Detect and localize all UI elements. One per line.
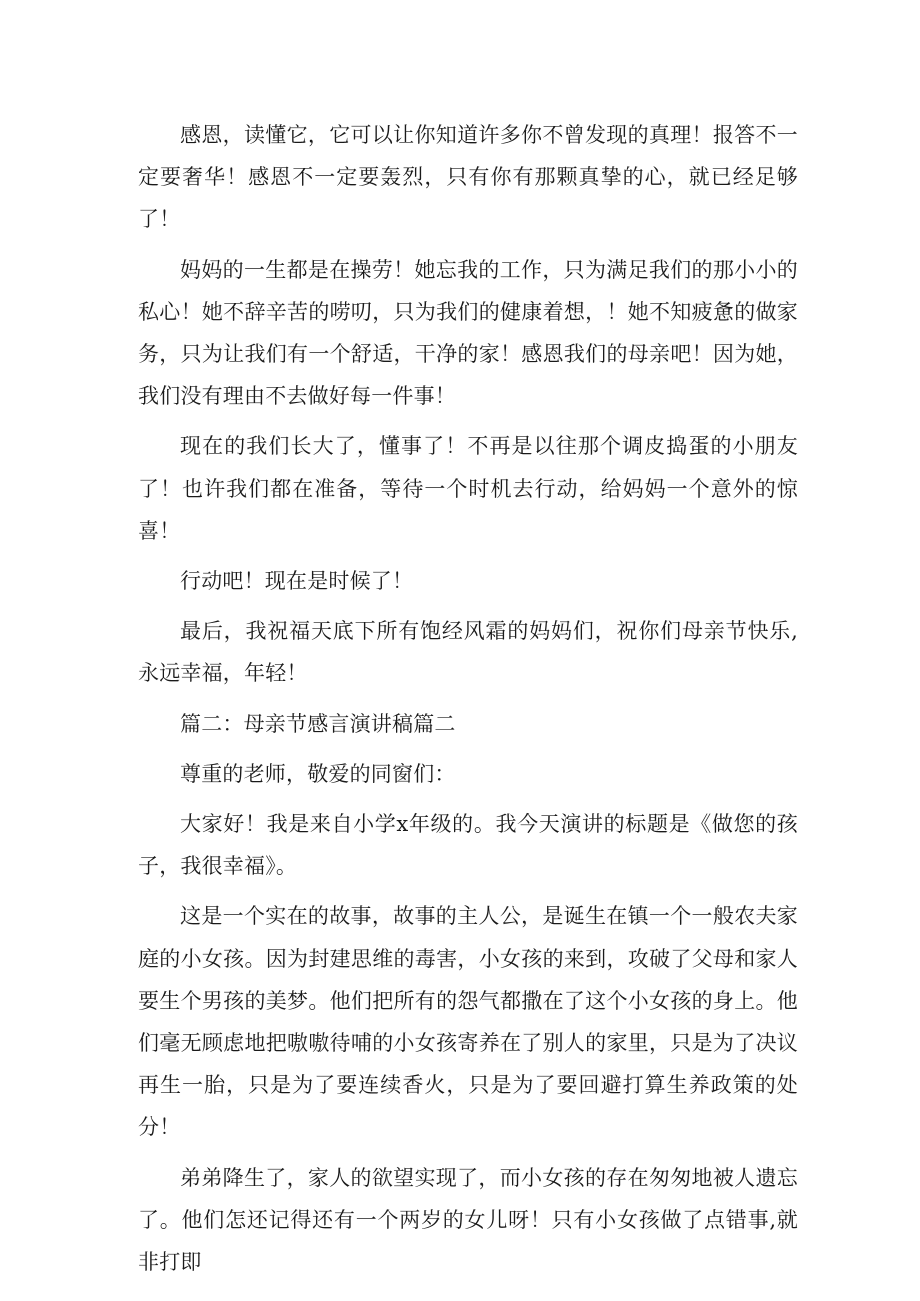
paragraph-salutation: 尊重的老师，敬爱的同窗们： bbox=[180, 761, 456, 786]
paragraph-story: 这是一个实在的故事，故事的主人公，是诞生在镇一个一般农夫家庭的小女孩。因为封建思维的毒害，小女孩的来到，攻破了父母和家人要生个男孩的美梦。他们把所有的怨气都撒在了这个小女孩的身上。他们毫无顾虑地把嗷嗷待哺的小女孩寄养在了别人的家里，只是为了决议再生一胎，只是为了要连续香火，只是为了要回避打算生养政策的处分！ bbox=[138, 904, 798, 1140]
paragraph-blessing: 最后，我祝福天底下所有饱经风霜的妈妈们，祝你们母亲节快乐,永远幸福，年轻！ bbox=[138, 619, 798, 686]
paragraph-mother-labor: 妈妈的一生都是在操劳！她忘我的工作，只为满足我们的那小小的私心！她不辞辛苦的唠叨，只为我们的健康着想，！她不知疲惫的做家务，只为让我们有一个舒适，干净的家！感恩我们的母亲吧！因为她，我们没有理由不去做好每一件事！ bbox=[138, 257, 798, 409]
paragraph-brother-born: 弟弟降生了，家人的欲望实现了，而小女孩的存在匆匆地被人遗忘了。他们怎还记得还有一个两岁的女儿呀！只有小女孩做了点错事,就非打即 bbox=[138, 1165, 798, 1275]
paragraph-act-now: 行动吧！现在是时候了！ bbox=[180, 569, 414, 594]
paragraph-grown-up: 现在的我们长大了，懂事了！不再是以往那个调皮捣蛋的小朋友了！也许我们都在准备，等待一个时机去行动，给妈妈一个意外的惊喜！ bbox=[138, 434, 798, 543]
document-body bbox=[138, 114, 798, 1291]
paragraph-greeting: 大家好！我是来自小学x年级的。我今天演讲的标题是《做您的孩子，我很幸福》。 bbox=[138, 812, 798, 879]
section-heading: 篇二：母亲节感言演讲稿篇二 bbox=[180, 711, 456, 736]
paragraph-gratitude: 感恩，读懂它，它可以让你知道许多你不曾发现的真理！报答不一定要奢华！感恩不一定要轰烈，只有你有那颗真挚的心，就已经足够了！ bbox=[138, 123, 798, 232]
